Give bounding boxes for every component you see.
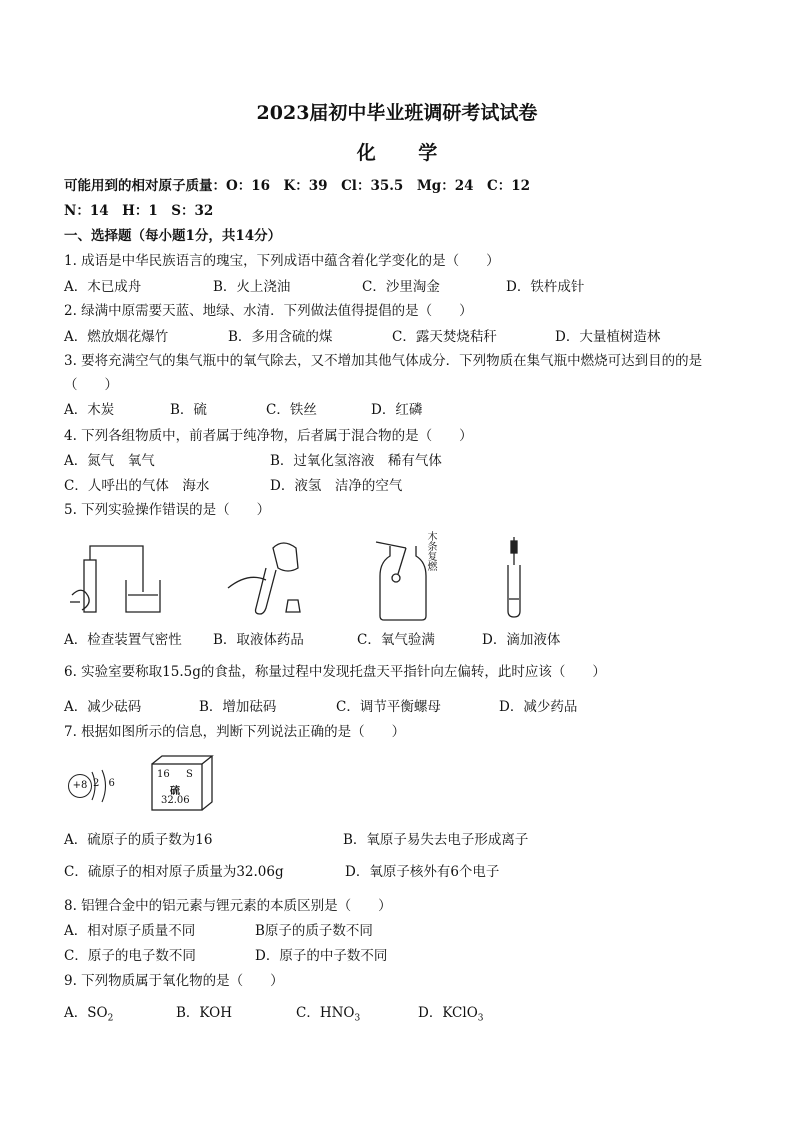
question-stem: 6. 实验室要称取15.5g的食盐，称量过程中发现托盘天平指针向左偏转，此时应该（ ） [64, 664, 606, 680]
option: D．液氢 洁净的空气 [270, 478, 403, 494]
option: B．取液体药品 [213, 632, 304, 648]
element-name: 硫 [170, 786, 180, 797]
option: A．硫原子的质子数为16 [64, 832, 213, 848]
option: C．调节平衡螺母 [336, 699, 441, 715]
option: D．KClO$_3$ [418, 1005, 484, 1024]
option: B．氧原子易失去电子形成离子 [343, 832, 529, 848]
question-stem: 2. 绿满中原需要天蓝、地绿、水清．下列做法值得提倡的是（ ） [64, 303, 473, 319]
option: B．过氧化氢溶液 稀有气体 [270, 453, 442, 469]
option: B原子的质子数不同 [255, 923, 373, 939]
option: B．硫 [170, 402, 207, 418]
oxygen-full-check-figure [372, 532, 432, 624]
atomic-mass: 32.06 [161, 795, 190, 806]
electron-counts: 2 6 [93, 778, 118, 789]
option: C．硫原子的相对原子质量为32.06g [64, 864, 284, 880]
question-stem: 4. 下列各组物质中，前者属于纯净物，后者属于混合物的是（ ） [64, 428, 473, 444]
option: C．$HNO_3$ [296, 1005, 361, 1024]
airtightness-check-figure [68, 540, 168, 618]
option: D．减少药品 [499, 699, 578, 715]
question-stem-continued: （ ） [64, 377, 118, 393]
atomic-number: 16 [157, 769, 170, 780]
subject-title: 化 学 [356, 142, 456, 164]
option: D．大量植树造林 [555, 329, 661, 345]
option: C．铁丝 [266, 402, 317, 418]
option: C．原子的电子数不同 [64, 948, 196, 964]
option: B．多用含硫的煤 [228, 329, 333, 345]
option: A．检查装置气密性 [64, 632, 182, 648]
option: A．减少砝码 [64, 699, 142, 715]
question-stem: 3. 要将充满空气的集气瓶中的氧气除去，又不增加其他气体成分．下列物质在集气瓶中燃烧可达到目的的是 [64, 353, 703, 369]
question-stem: 7. 根据如图所示的信息，判断下列说法正确的是（ ） [64, 724, 406, 740]
option: D．滴加液体 [482, 632, 561, 648]
option: A．氮气 氧气 [64, 453, 155, 469]
option: C．氧气验满 [357, 632, 435, 648]
option: D．原子的中子数不同 [255, 948, 388, 964]
option: A．$SO_2$ [64, 1005, 114, 1024]
option: C．人呼出的气体 海水 [64, 478, 210, 494]
question-stem: 8. 铝锂合金中的铝元素与锂元素的本质区别是（ ） [64, 898, 392, 914]
section-heading: 一、选择题（每小题1分，共14分） [64, 228, 282, 244]
figure-label: 木条复燃 [425, 531, 436, 571]
atomic-mass-line1: 可能用到的相对原子质量：O：16 K：39 Cl：35.5 Mg：24 C：12 [64, 178, 531, 194]
take-liquid-figure [218, 528, 313, 618]
drop-liquid-figure [500, 535, 530, 621]
option: A．木炭 [64, 402, 115, 418]
question-stem: 5. 下列实验操作错误的是（ ） [64, 502, 271, 518]
option: A．木已成舟 [64, 279, 142, 295]
page-title: 2023届初中毕业班调研考试试卷 [256, 102, 538, 124]
option: D．氧原子核外有6个电子 [345, 864, 500, 880]
option: C．露天焚烧秸秆 [392, 329, 497, 345]
option: A．燃放烟花爆竹 [64, 329, 169, 345]
option: B．火上浇油 [213, 279, 291, 295]
option: D．红磷 [371, 402, 423, 418]
atomic-mass-line2: N：14 H：1 S：32 [64, 203, 214, 219]
option: C．沙里淘金 [362, 279, 440, 295]
option: B．增加砝码 [199, 699, 277, 715]
option: A．相对原子质量不同 [64, 923, 196, 939]
option: D．铁杵成针 [506, 279, 585, 295]
question-stem: 9. 下列物质属于氧化物的是（ ） [64, 973, 284, 989]
question-stem: 1. 成语是中华民族语言的瑰宝，下列成语中蕴含着化学变化的是（ ） [64, 253, 500, 269]
element-symbol: S [186, 769, 193, 780]
nucleus-circle: +8 [68, 774, 92, 798]
option: B．KOH [176, 1005, 232, 1021]
